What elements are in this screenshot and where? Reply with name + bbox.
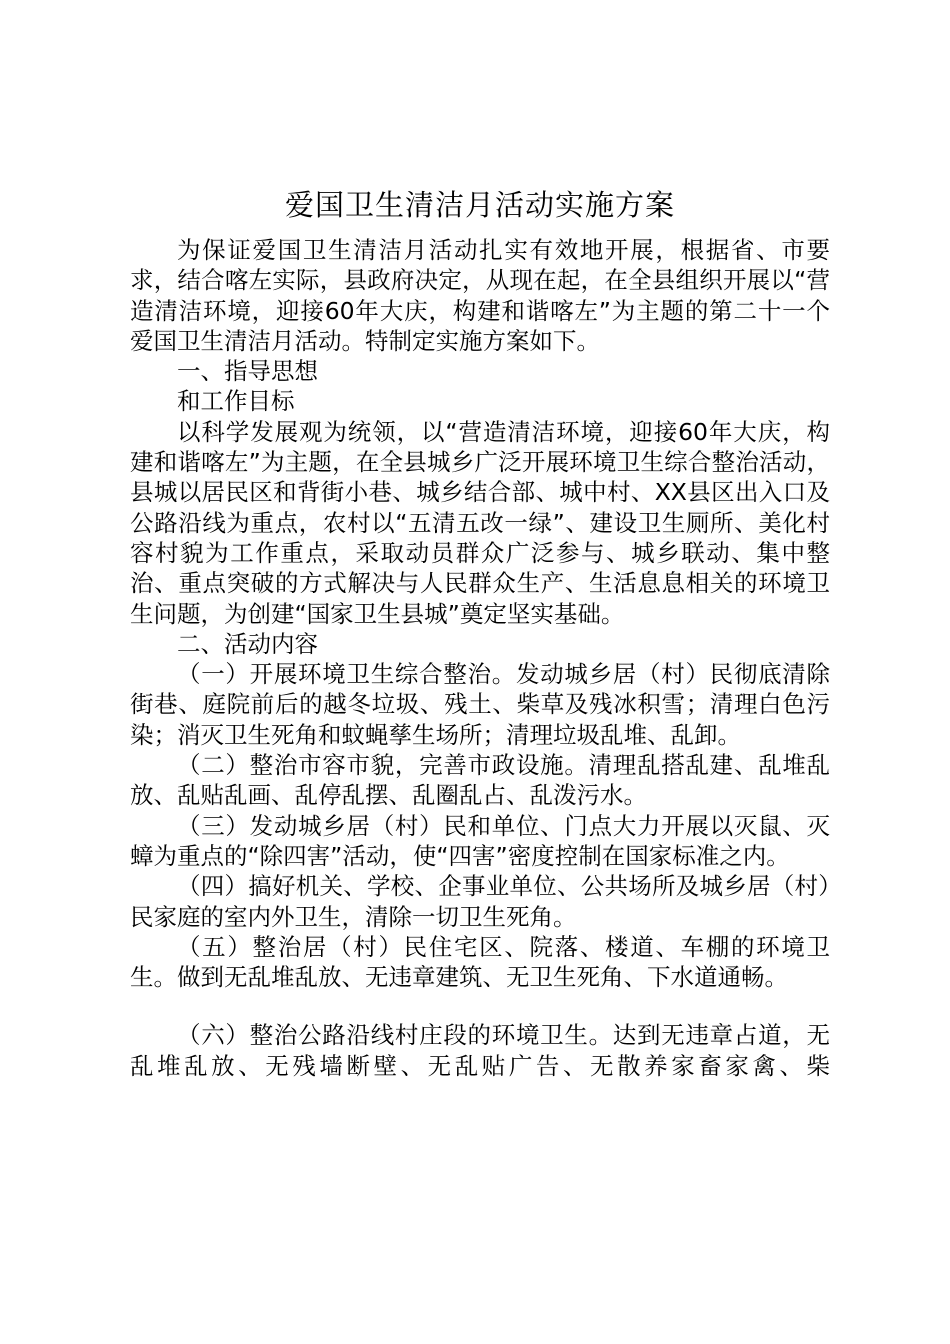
section-heading-activity-content: 二、活动内容: [177, 629, 318, 658]
guiding-thought-paragraph: 以科学发展观为统领，以“营造清洁环境，迎接60年大庆，构建和谐喀左”为主题，在全县城乡广泛开展环境卫生综合整治活动，县城以居民区和背街小巷、城乡结合部、城中村、XX县区出入口及公路沿线为重点，农村以“五清五改一绿”、建设卫生厕所、美化村容村貌为工作重点，采取动员群众广泛参与、城乡联动、集中整治、重点突破的方式解决与人民群众生产、生活息息相关的环境卫生问题，为创建“国家卫生县城”奠定坚实基础。: [130, 417, 830, 628]
intro-paragraph: 为保证爱国卫生清洁月活动扎实有效地开展，根据省、市要求，结合喀左实际，县政府决定，从现在起，在全县组织开展以“营造清洁环境，迎接60年大庆，构建和谐喀左”为主题的第二十一个爱国卫生清洁月活动。特制定实施方案如下。: [130, 236, 830, 355]
document-title: 爱国卫生清洁月活动实施方案: [284, 188, 675, 222]
section-heading-work-goal: 和工作目标: [177, 387, 295, 416]
activity-item-3: （三）发动城乡居（村）民和单位、门点大力开展以灭鼠、灭蟑为重点的“除四害”活动，使“四害”密度控制在国家标准之内。: [130, 811, 830, 870]
activity-item-5: （五）整治居（村）民住宅区、院落、楼道、车棚的环境卫生。做到无乱堆乱放、无违章建筑、无卫生死角、下水道通畅。: [130, 932, 830, 992]
section-heading-guiding-thought: 一、指导思想: [177, 357, 318, 386]
activity-item-2: （二）整治市容市貌，完善市政设施。清理乱搭乱建、乱堆乱放、乱贴乱画、乱停乱摆、乱圈乱占、乱泼污水。: [130, 751, 830, 810]
document-page: [130, 183, 830, 1081]
activity-item-1: （一）开展环境卫生综合整治。发动城乡居（村）民彻底清除街巷、庭院前后的越冬垃圾、残土、柴草及残冰积雪；清理白色污染；消灭卫生死角和蚊蝇孳生场所；清理垃圾乱堆、乱卸。: [130, 660, 830, 749]
activity-item-4: （四）搞好机关、学校、企事业单位、公共场所及城乡居（村）民家庭的室内外卫生，清除一切卫生死角。: [130, 872, 830, 931]
paragraph-gap: [130, 992, 830, 1020]
activity-item-6: （六）整治公路沿线村庄段的环境卫生。达到无违章占道，无乱堆乱放、无残墙断壁、无乱贴广告、无散养家畜家禽、柴: [130, 1021, 830, 1080]
